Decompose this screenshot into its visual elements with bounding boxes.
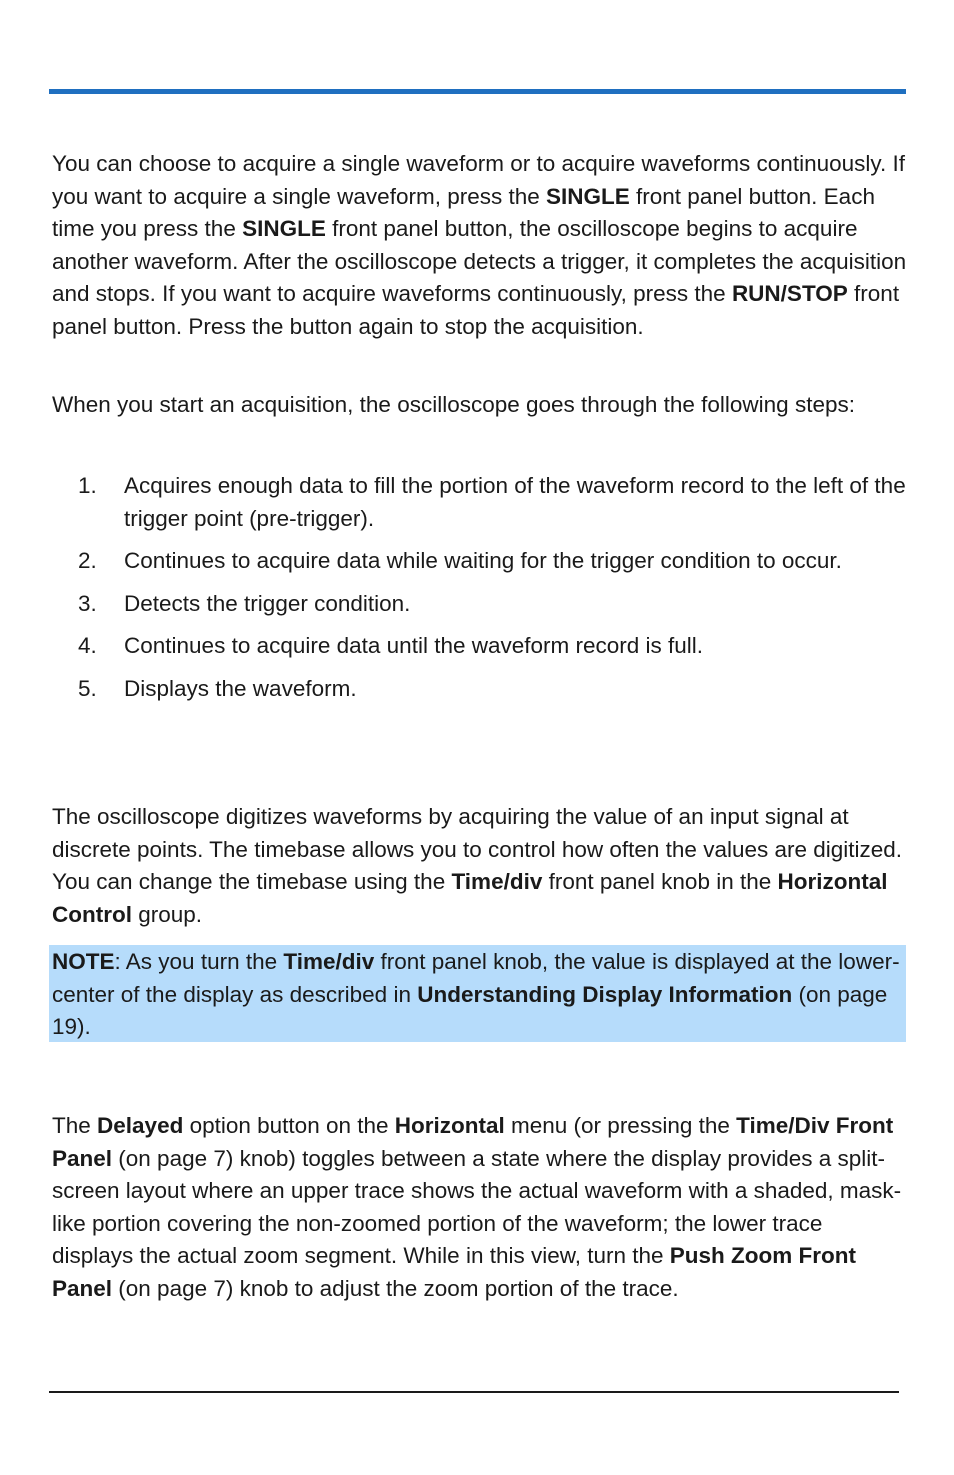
cross-reference-link[interactable]: Time/Div Front Panel (52, 1113, 894, 1171)
text-run: The oscilloscope digitizes waveforms by acquiring the value of an input signal at discrete points. The timebase allows you to control how often the values are digitized. You can change the timebase using the (52, 804, 903, 894)
cross-reference-link[interactable]: Understanding Display Information (417, 981, 793, 1007)
text-run: front panel knob in the (542, 869, 778, 894)
text-run: The (52, 1113, 98, 1138)
text-run: : As you turn the (114, 949, 284, 974)
step-number: 3. (78, 590, 97, 616)
bold-term: Horizontal (394, 1113, 505, 1138)
text-run: option button on the (183, 1113, 395, 1138)
timebase-paragraph (52, 801, 908, 931)
list-item (52, 545, 908, 578)
bold-term: SINGLE (242, 216, 326, 241)
text-run: front panel button. Each time you press the (52, 183, 875, 241)
delayed-paragraph (52, 1110, 908, 1305)
list-item (52, 588, 908, 621)
step-number: 4. (78, 633, 97, 658)
steps-intro: When you start an acquisition, the oscilloscope goes through the following steps: (52, 392, 855, 417)
list-item (52, 470, 908, 535)
step-text: Continues to acquire data while waiting for the trigger condition to occur. (124, 548, 842, 573)
note-box (49, 945, 906, 1042)
bold-term: Delayed (97, 1113, 184, 1138)
list-item (52, 630, 908, 663)
bold-term: Time/div (451, 869, 543, 894)
acquire-paragraph (52, 148, 908, 343)
text-run: You can choose to acquire a single waveform or to acquire waveforms continuously. If you want to acquire a single waveform, press the (52, 151, 905, 209)
step-text: Detects the trigger condition. (124, 590, 411, 616)
text-run: (on page 7) knob) toggles between a state where the display provides a split-screen layout where an upper trace shows the actual waveform with a shaded, mask-like portion covering the non-zoomed portion of the waveform; the lower trace displays the actual zoom segment. While in this view, turn the (52, 1145, 902, 1268)
bold-term: SINGLE (546, 183, 630, 209)
text-run: front panel button. Press the button again to stop the acquisition. (52, 281, 900, 339)
steps-list (52, 470, 908, 715)
bold-term: Time/div (283, 949, 375, 974)
footer-rule (49, 1391, 899, 1393)
step-number: 1. (78, 473, 97, 498)
step-text: Continues to acquire data until the waveform record is full. (124, 633, 704, 658)
note-label: NOTE (52, 949, 115, 974)
list-item (52, 673, 908, 706)
text-run: menu (or pressing the (504, 1113, 737, 1138)
header-rule (49, 89, 906, 94)
text-run: (on page 7) knob to adjust the zoom portion of the trace. (112, 1275, 679, 1301)
step-number: 5. (78, 675, 97, 701)
step-number: 2. (78, 548, 97, 573)
text-run: front panel button, the oscilloscope begins to acquire another waveform. After the oscilloscope detects a trigger, it completes the acquisition and stops. If you want to acquire waveforms continuously, press the (52, 216, 907, 306)
text-run: (on page 19). (52, 981, 888, 1039)
bold-term: RUN/STOP (731, 281, 848, 306)
step-text: Acquires enough data to fill the portion of the waveform record to the left of the trigger point (pre-trigger). (124, 473, 906, 531)
cross-reference-link[interactable]: Push Zoom Front Panel (52, 1243, 857, 1301)
step-text: Displays the waveform. (124, 675, 357, 701)
text-run: group. (131, 901, 203, 927)
bold-term: Horizontal Control (52, 869, 888, 927)
text-run: front panel knob, the value is displayed at the lower-center of the display as described in (52, 949, 900, 1007)
